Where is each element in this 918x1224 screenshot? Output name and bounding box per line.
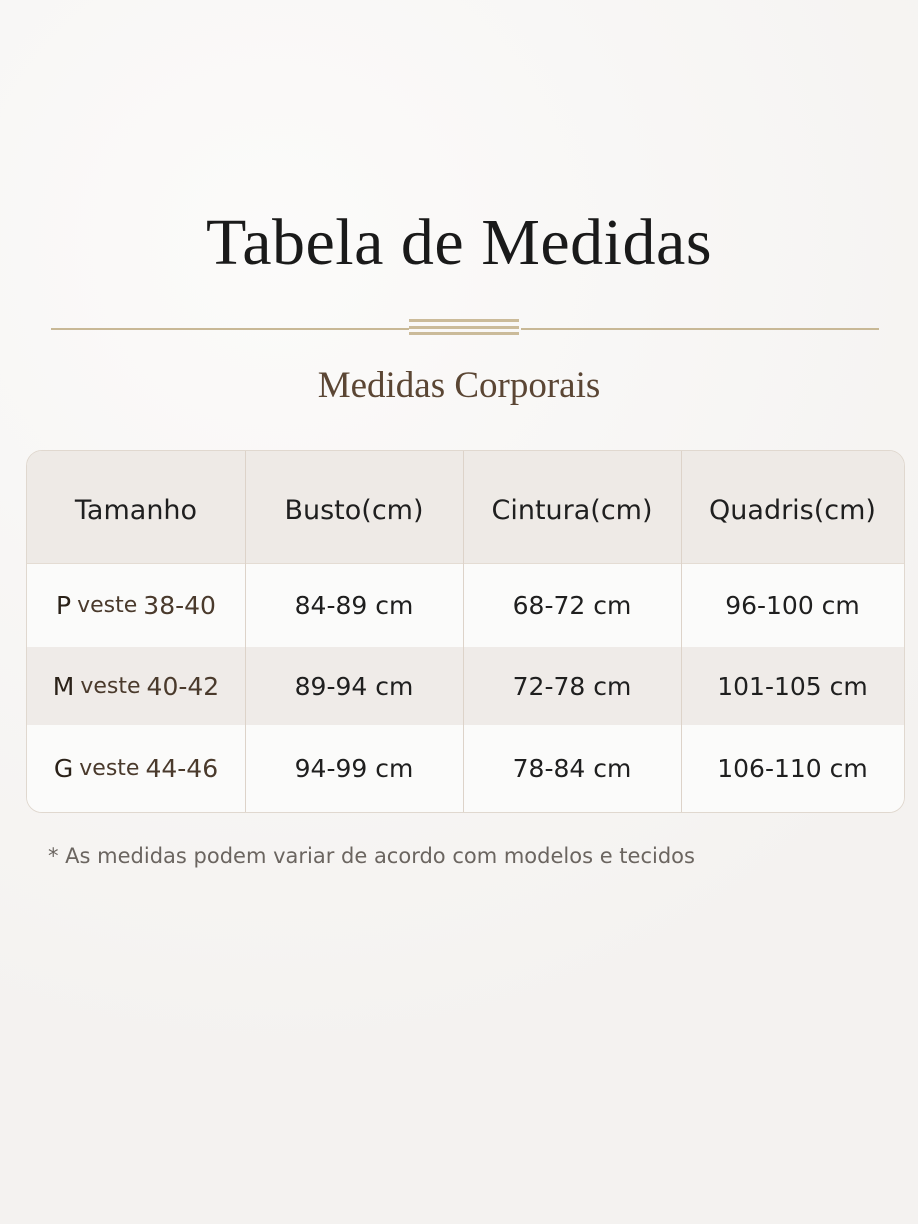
footnote: * As medidas podem variar de acordo com modelos e tecidos xyxy=(48,844,695,868)
size-letter: G xyxy=(53,754,74,783)
divider-ornament-icon xyxy=(409,319,521,337)
quadris-cell: 96-100 cm xyxy=(725,590,860,620)
header-quadris: Quadris(cm) xyxy=(709,494,876,526)
header-tamanho: Tamanho xyxy=(74,494,198,526)
busto-cell: 94-99 cm xyxy=(294,754,414,783)
size-range: 44-46 xyxy=(145,754,219,783)
size-note: veste xyxy=(80,673,141,699)
quadris-cell: 106-110 cm xyxy=(717,754,868,783)
divider-line-right xyxy=(521,328,879,330)
size-range: 38-40 xyxy=(143,590,216,620)
table-row xyxy=(27,563,904,647)
size-letter: P xyxy=(56,590,72,620)
busto-cell: 84-89 cm xyxy=(294,590,414,620)
column-divider xyxy=(245,451,246,812)
size-cell xyxy=(27,563,245,647)
cintura-cell: 78-84 cm xyxy=(512,754,632,783)
ornamental-divider xyxy=(51,318,879,338)
size-range: 40-42 xyxy=(146,671,220,701)
header-busto: Busto(cm) xyxy=(284,494,424,526)
cintura-cell: 72-78 cm xyxy=(512,671,632,701)
size-note: veste xyxy=(77,592,138,618)
table-row xyxy=(27,647,904,725)
header-divider xyxy=(27,563,904,564)
table-header-row xyxy=(27,451,904,563)
size-cell xyxy=(27,647,245,725)
size-note: veste xyxy=(79,756,140,781)
size-letter: M xyxy=(52,671,75,701)
size-table xyxy=(26,450,905,813)
column-divider xyxy=(463,451,464,812)
column-divider xyxy=(681,451,682,812)
page-title: Tabela de Medidas xyxy=(205,206,712,279)
table-row xyxy=(27,725,904,812)
size-cell xyxy=(27,725,245,812)
cintura-cell: 68-72 cm xyxy=(512,590,632,620)
divider-line-left xyxy=(51,328,409,330)
quadris-cell: 101-105 cm xyxy=(717,671,868,701)
header-cintura: Cintura(cm) xyxy=(491,494,653,526)
busto-cell: 89-94 cm xyxy=(294,671,414,701)
section-subtitle: Medidas Corporais xyxy=(317,365,601,406)
